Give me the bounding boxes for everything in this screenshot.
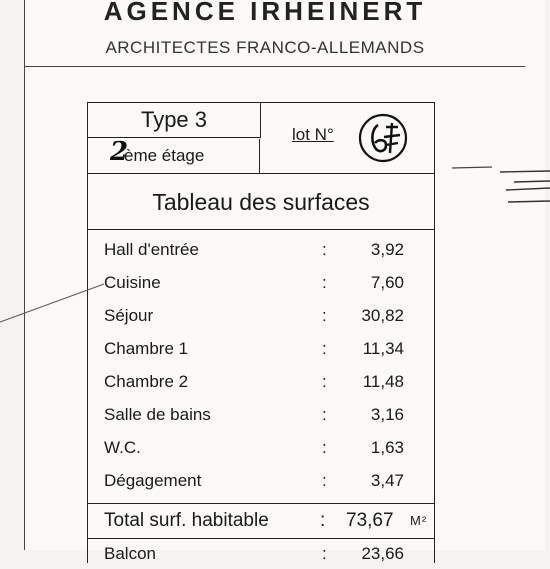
room-label: W.C. <box>104 438 141 457</box>
room-area: 3,92 <box>370 240 404 259</box>
table-row <box>88 233 434 266</box>
lot-number-stamp-icon <box>356 111 410 165</box>
room-area: 1,63 <box>370 438 404 457</box>
room-label: Cuisine <box>104 273 161 292</box>
table-row <box>88 299 434 332</box>
separator: : <box>322 339 327 358</box>
document-sheet <box>24 0 545 563</box>
room-area: 3,16 <box>370 405 404 424</box>
separator: : <box>322 544 327 563</box>
balcony-label: Balcon <box>104 544 156 563</box>
separator: : <box>322 438 327 457</box>
room-label: Chambre 1 <box>104 339 189 358</box>
separator: : <box>320 510 326 531</box>
room-label: Chambre 2 <box>104 372 189 391</box>
table-row <box>88 464 434 497</box>
type-cell: Type 3 <box>88 103 261 138</box>
header-row-divider <box>88 173 434 174</box>
room-area: 11,34 <box>362 339 404 358</box>
total-row <box>88 503 434 539</box>
total-label: Total surf. habitable <box>104 510 269 531</box>
table-row <box>88 332 434 365</box>
separator: : <box>322 306 327 325</box>
separator: : <box>322 471 327 490</box>
room-area: 11,48 <box>362 372 404 391</box>
room-area: 3,47 <box>370 471 404 490</box>
surface-rows <box>88 233 434 497</box>
total-unit: M² <box>410 513 428 528</box>
room-area: 30,82 <box>361 306 404 325</box>
floor-number-handwritten: 2 <box>110 137 129 167</box>
room-label: Dégagement <box>104 471 202 490</box>
header-divider <box>25 66 525 67</box>
agency-title: AGENCE IRHEINERT <box>103 0 427 26</box>
room-label: Salle de bains <box>104 405 211 424</box>
room-label: Hall d'entrée <box>104 240 199 259</box>
room-label: Séjour <box>104 306 154 325</box>
surface-table <box>87 102 435 563</box>
separator: : <box>322 372 327 391</box>
separator: : <box>322 405 327 424</box>
table-row <box>88 398 434 431</box>
table-row <box>88 266 434 299</box>
table-row <box>88 431 434 464</box>
floor-label: ème étage <box>124 146 205 165</box>
balcony-row <box>88 539 434 569</box>
agency-subtitle: ARCHITECTES FRANCO-ALLEMANDS <box>105 38 425 57</box>
separator: : <box>322 273 327 292</box>
separator: : <box>322 240 327 259</box>
room-area: 7,60 <box>370 273 404 292</box>
table-row <box>88 365 434 398</box>
floor-cell <box>88 139 260 173</box>
table-title: Tableau des surfaces <box>88 175 434 230</box>
lot-cell <box>262 103 434 173</box>
total-value: 73,67 <box>346 510 394 531</box>
lot-label: lot N° <box>292 125 334 144</box>
balcony-value: 23,66 <box>361 544 404 563</box>
